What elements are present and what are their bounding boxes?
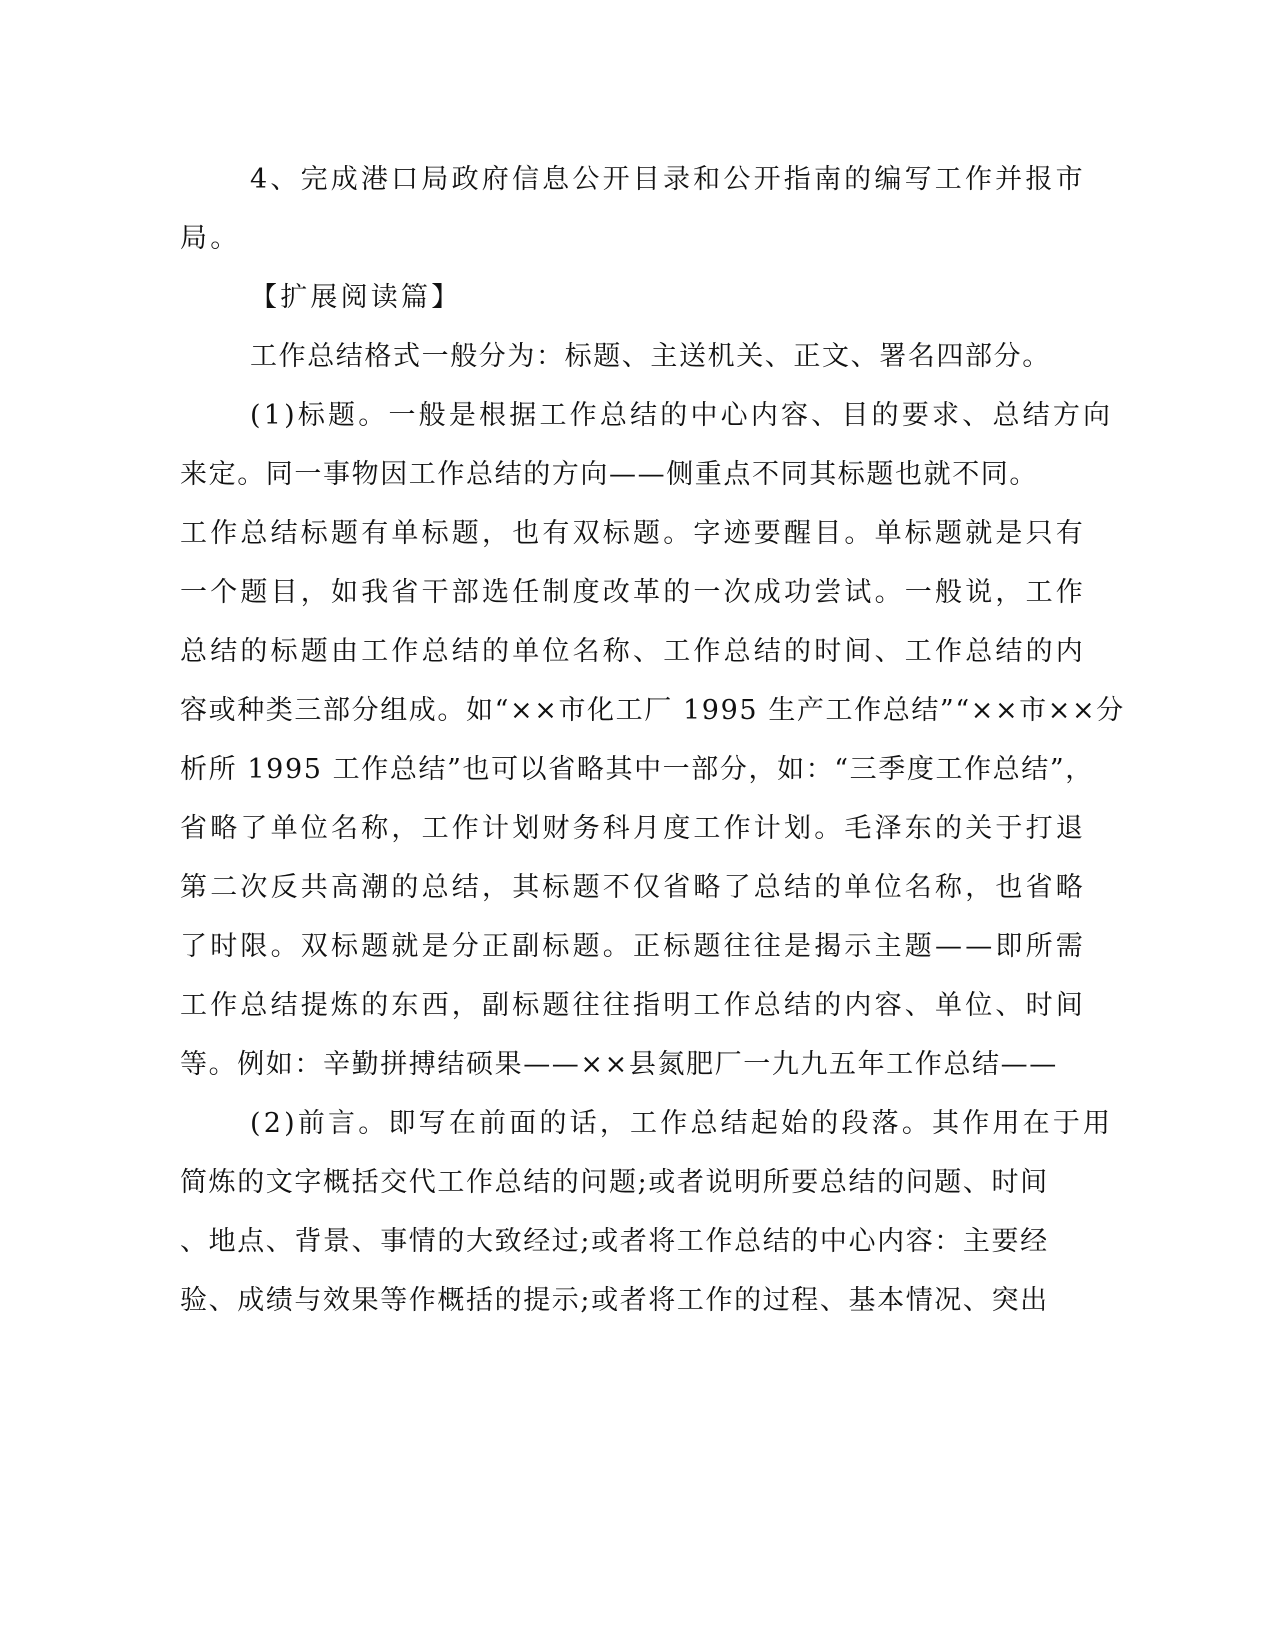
preface-paragraph-line-4: 验、成绩与效果等作概括的提示;或者将工作的过程、基本情况、突出	[180, 1285, 1049, 1316]
item-4-line-2: 局。	[180, 223, 241, 254]
title-paragraph-line-9: 第二次反共高潮的总结，其标题不仅省略了总结的单位名称，也省略	[180, 872, 1086, 903]
section-heading: 【扩展阅读篇】	[250, 282, 462, 313]
title-paragraph-line-12: 等。例如：辛勤拼搏结硕果——××县氮肥厂一九九五年工作总结——	[180, 1049, 1058, 1080]
title-paragraph-line-3: 工作总结标题有单标题，也有双标题。字迹要醒目。单标题就是只有	[180, 518, 1086, 549]
intro-line: 工作总结格式一般分为：标题、主送机关、正文、署名四部分。	[250, 341, 1051, 372]
preface-paragraph-line-3: 、地点、背景、事情的大致经过;或者将工作总结的中心内容：主要经	[180, 1226, 1049, 1257]
document-page	[180, 150, 1125, 1330]
title-paragraph-line-11: 工作总结提炼的东西，副标题往往指明工作总结的内容、单位、时间	[180, 990, 1086, 1021]
item-4-line-1: 4、完成港口局政府信息公开目录和公开指南的编写工作并报市	[250, 164, 1086, 195]
title-paragraph-line-10: 了时限。双标题就是分正副标题。正标题往往是揭示主题——即所需	[180, 931, 1086, 962]
title-paragraph-line-4: 一个题目，如我省干部选任制度改革的一次成功尝试。一般说，工作	[180, 577, 1086, 608]
title-paragraph-line-6: 容或种类三部分组成。如“××市化工厂 1995 生产工作总结”“××市××分	[180, 695, 1125, 726]
preface-paragraph-line-2: 简炼的文字概括交代工作总结的问题;或者说明所要总结的问题、时间	[180, 1167, 1049, 1198]
title-paragraph-line-2: 来定。同一事物因工作总结的方向——侧重点不同其标题也就不同。	[180, 459, 1038, 490]
preface-paragraph-line-1: (2)前言。即写在前面的话，工作总结起始的段落。其作用在于用	[250, 1108, 1114, 1139]
title-paragraph-line-8: 省略了单位名称，工作计划财务科月度工作计划。毛泽东的关于打退	[180, 813, 1086, 844]
title-paragraph-line-1: (1)标题。一般是根据工作总结的中心内容、目的要求、总结方向	[250, 400, 1114, 431]
title-paragraph-line-5: 总结的标题由工作总结的单位名称、工作总结的时间、工作总结的内	[180, 636, 1086, 667]
title-paragraph-line-7: 析所 1995 工作总结”也可以省略其中一部分，如：“三季度工作总结”，	[180, 754, 1094, 785]
